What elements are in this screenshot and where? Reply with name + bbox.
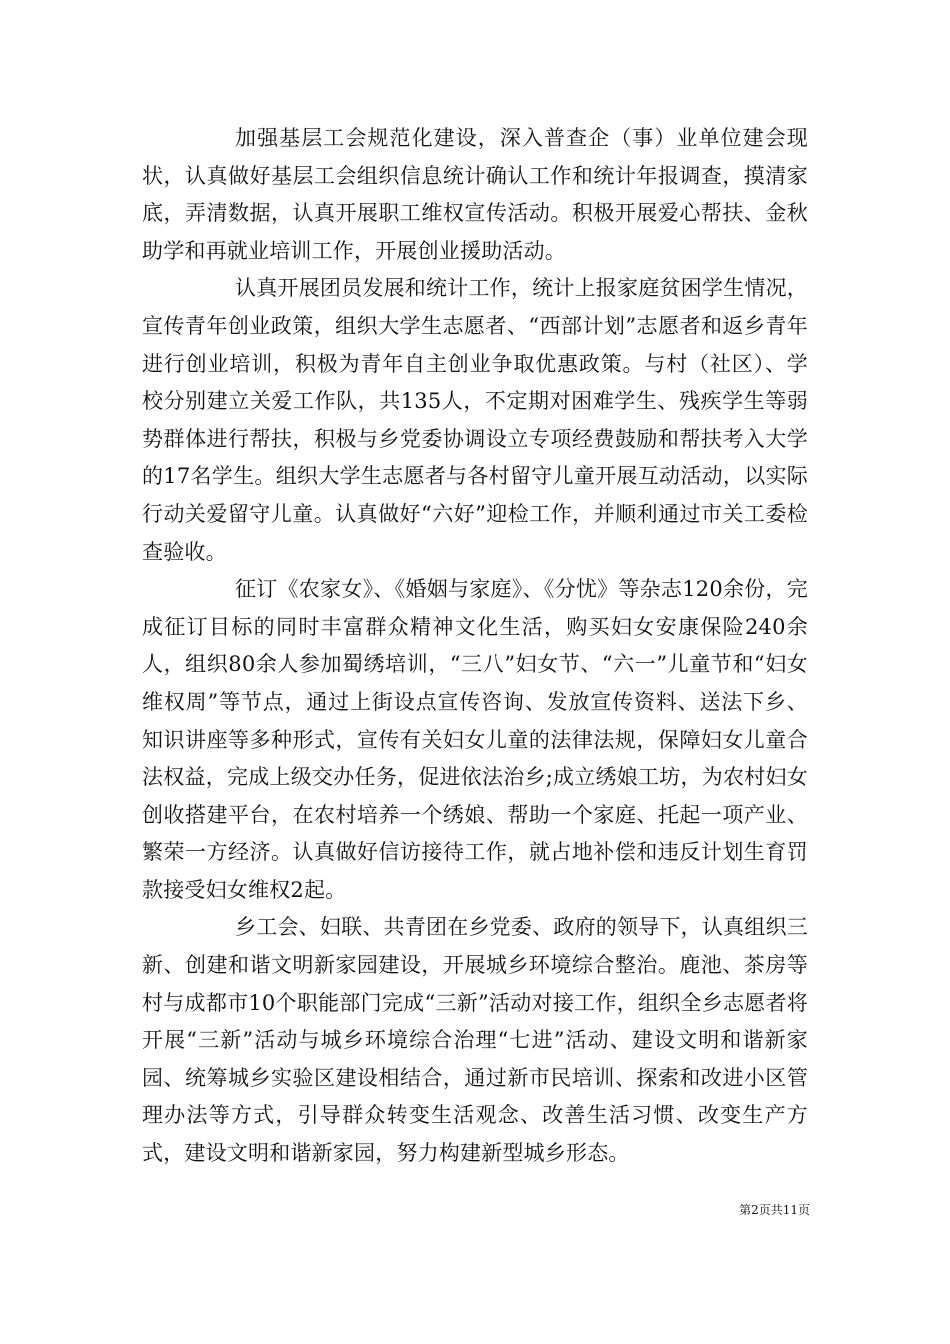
paragraph-youth-league: 认真开展团员发展和统计工作，统计上报家庭贫困学生情况，宣传青年创业政策，组织大学生志愿者、“西部计划”志愿者和返乡青年进行创业培训，积极为青年自主创业争取优惠政策。与村（社区）、学校分别建立关爱工作队，共135人，不定期对困难学生、残疾学生等弱势群体进行帮扶，积极与乡党委协调设立专项经费鼓励和帮扶考入大学的17名学生。组织大学生志愿者与各村留守儿童开展互动活动，以实际行动关爱留守儿童。认真做好“六好”迎检工作，并顺利通过市关工委检查验收。 [142, 276, 808, 564]
paragraph-womens-federation: 征订《农家女》、《婚姻与家庭》、《分忧》等杂志120余份，完成征订目标的同时丰富群众精神文化生活，购买妇女安康保险240余人，组织80余人参加蜀绣培训，“三八”妇女节、“六一”儿童节和“妇女维权周”等节点，通过上街设点宣传咨询、发放宣传资料、送法下乡、知识讲座等多种形式，宣传有关妇女儿童的法律法规，保障妇女儿童合法权益，完成上级交办任务，促进依法治乡;成立绣娘工坊，为农村妇女创收搭建平台，在农村培养一个绣娘、帮助一个家庭、托起一项产业、繁荣一方经济。认真做好信访接待工作，就占地补偿和违反计划生育罚款接受妇女维权2起。 [142, 577, 808, 902]
paragraph-three-new-activities: 乡工会、妇联、共青团在乡党委、政府的领导下，认真组织三新、创建和谐文明新家园建设，开展城乡环境综合整治。鹿池、茶房等村与成都市10个职能部门完成“三新”活动对接工作，组织全乡志愿者将开展“三新”活动与城乡环境综合治理“七进”活动、建设文明和谐新家园、统筹城乡实验区建设相结合，通过新市民培训、探索和改进小区管理办法等方式，引导群众转变生活观念、改善生活习惯、改变生产方式，建设文明和谐新家园，努力构建新型城乡形态。 [142, 915, 808, 1166]
page-number-footer: 第2页共11页 [739, 1203, 810, 1217]
document-body [142, 120, 808, 1173]
paragraph-union-building: 加强基层工会规范化建设，深入普查企（事）业单位建会现状，认真做好基层工会组织信息统计确认工作和统计年报调查，摸清家底，弄清数据，认真开展职工维权宣传活动。积极开展爱心帮扶、金秋助学和再就业培训工作，开展创业援助活动。 [142, 126, 808, 263]
